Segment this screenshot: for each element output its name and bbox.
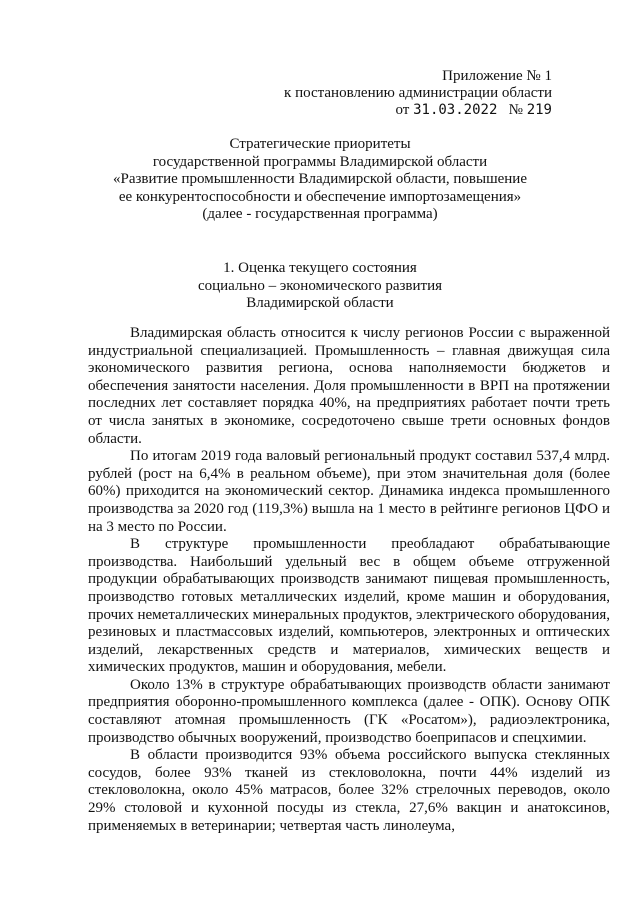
section-heading: [90, 260, 550, 313]
body-paragraph: В структуре промышленности преобладают обрабатывающие производства. Наибольший удельный вес в общем объеме отгруженной продукции обрабатывающих производств занимают пищевая промышленность, производство готовых металлических изделий, кроме машин и оборудования, прочих неметаллических минеральных продуктов, электрического оборудования, резиновых и пластмассовых изделий, компьютеров, электронных и оптических изделий, лекарственных средств и материалов, химических веществ и химических продуктов, машин и оборудования, мебели.: [88, 536, 610, 676]
title-line: государственной программы Владимирской области: [152, 153, 488, 170]
section-line: 1. Оценка текущего состояния: [223, 260, 417, 276]
document-body: [88, 325, 610, 835]
resolution-number: 219: [526, 102, 552, 118]
body-paragraph: Около 13% в структуре обрабатывающих производств области занимают предприятия оборонно-промышленного комплекса (далее - ОПК). Основу ОПК составляют атомная промышленность (ГК «Росатом»), радиоэлектроника, производство обычных вооружений, производство боеприпасов и спецхимии.: [88, 676, 610, 746]
section-line: социально – экономического развития: [197, 277, 443, 294]
appendix-resolution: к постановлению администрации области: [284, 85, 552, 101]
document-title: [90, 136, 550, 224]
title-line: ее конкурентоспособности и обеспечение импортозамещения»: [118, 188, 522, 205]
body-paragraph: Владимирская область относится к числу регионов России с выраженной индустриальной специализацией. Промышленность – главная движущая сила экономического развития региона, основа наполняемости бюджетов и обеспечения занятости населения. Доля промышленности в ВРП на протяжении последних лет составляет порядка 40%, на предприятиях работает почти треть от числа занятых в экономике, сосредоточено свыше трети основных фондов области.: [88, 325, 610, 447]
appendix-date-line: [284, 102, 552, 119]
appendix-header: [284, 68, 552, 119]
number-prefix: №: [508, 102, 523, 118]
title-line: (далее - государственная программа): [202, 206, 438, 222]
resolution-date: 31.03.2022: [413, 102, 498, 118]
body-paragraph: В области производится 93% объема российского выпуска стеклянных сосудов, более 93% тканей из стекловолокна, почти 44% изделий из стекловолокна, около 45% матрасов, более 32% стрелочных переводов, около 29% столовой и кухонной посуды из стекла, 27,6% вакцин и анатоксинов, применяемых в ветеринарии; четвертая часть линолеума,: [88, 747, 610, 834]
title-line: «Развитие промышленности Владимирской области, повышение: [113, 171, 527, 187]
date-prefix: от: [395, 102, 410, 118]
appendix-title: Приложение № 1: [442, 68, 552, 84]
section-line: Владимирской области: [246, 295, 394, 311]
title-line: Стратегические приоритеты: [229, 136, 411, 152]
body-paragraph: По итогам 2019 года валовый региональный продукт составил 537,4 млрд. рублей (рост на 6,4% в реальном объеме), при этом значительная доля (более 60%) приходится на экономический сектор. Динамика индекса промышленного производства за 2020 год (119,3%) вышла на 1 место в рейтинге регионов ЦФО и на 3 место по России.: [88, 448, 610, 535]
